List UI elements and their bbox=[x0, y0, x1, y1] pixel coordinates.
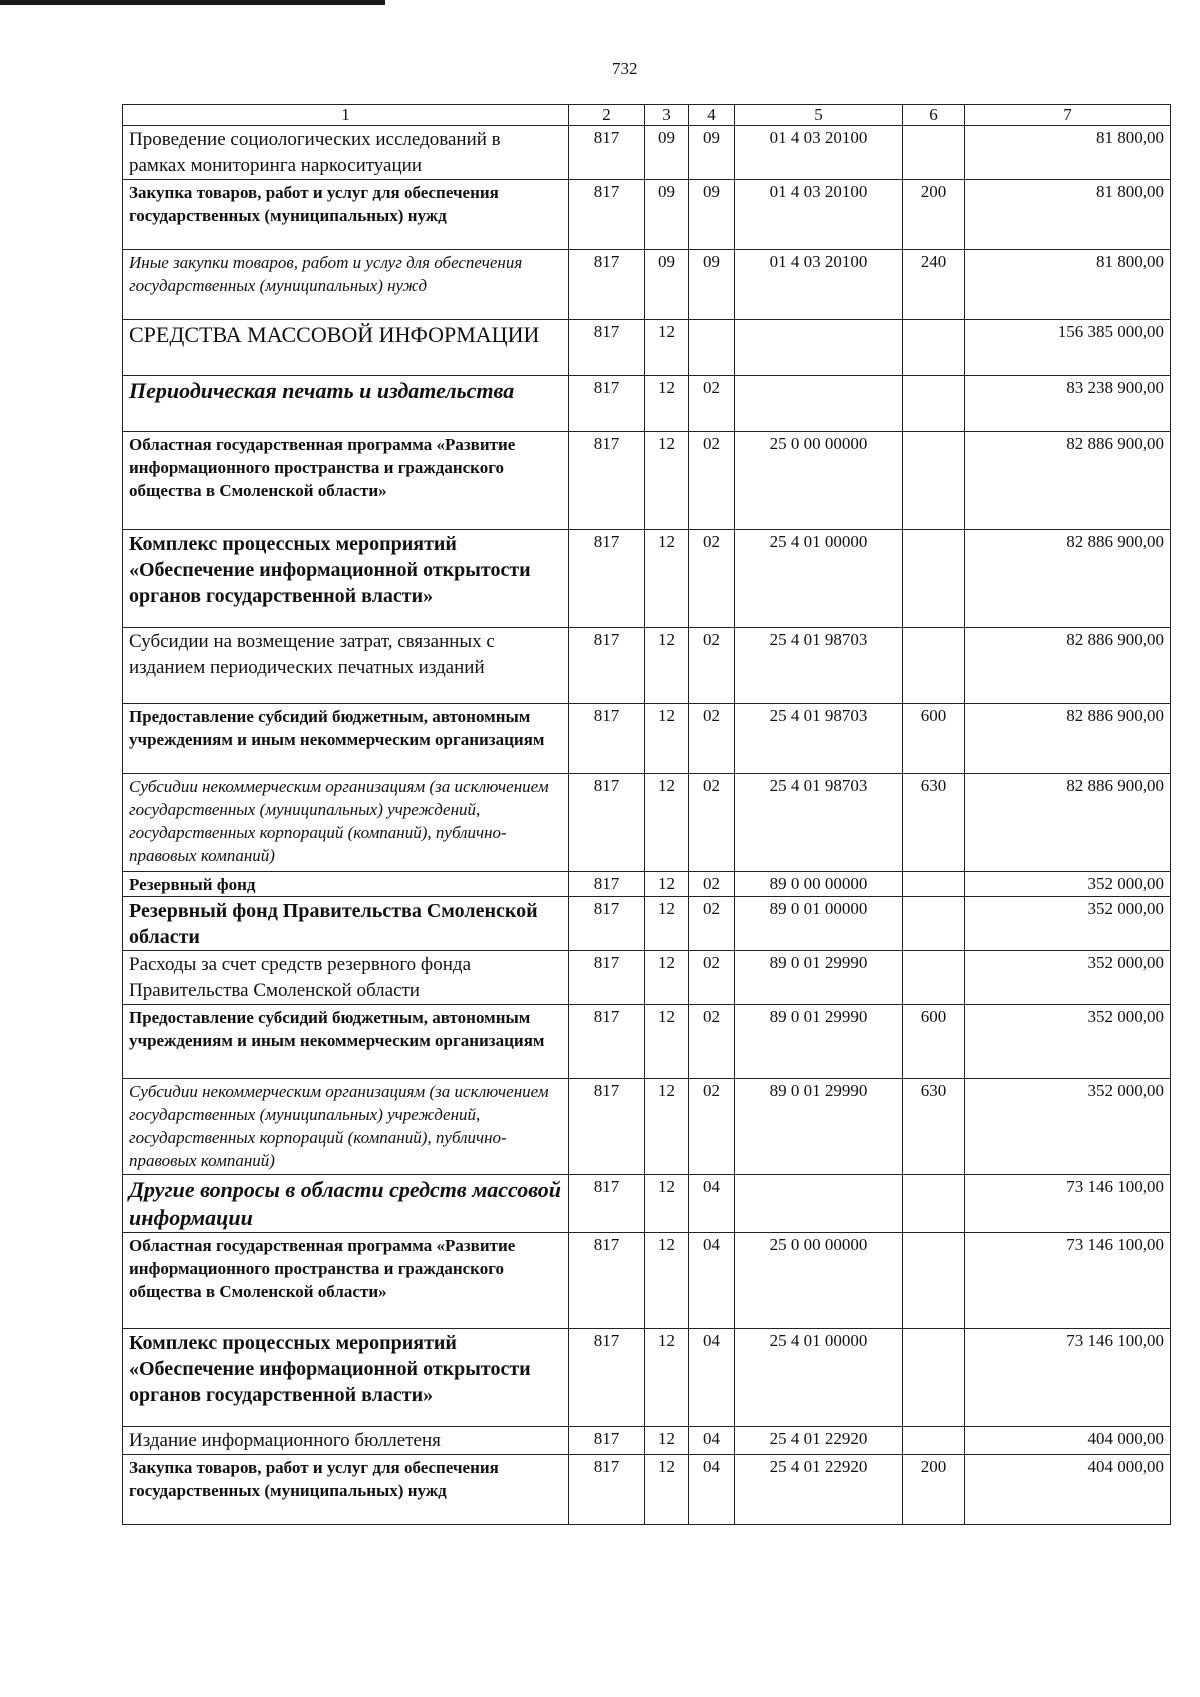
code-col5-cell: 89 0 00 00000 bbox=[735, 872, 903, 897]
amount-cell: 82 886 900,00 bbox=[965, 774, 1171, 872]
row-name-cell: Субсидии некоммерческим организациям (за исключением государственных (муниципальных) учреждений, государственных корпораций (компаний), публично-правовых компаний) bbox=[123, 774, 569, 872]
row-name-cell: Закупка товаров, работ и услуг для обеспечения государственных (муниципальных) нужд bbox=[123, 1455, 569, 1525]
code-col3-cell: 09 bbox=[645, 180, 689, 250]
amount-cell: 81 800,00 bbox=[965, 126, 1171, 180]
code-col2-cell: 817 bbox=[569, 1329, 645, 1427]
table-row bbox=[123, 1233, 1171, 1329]
row-name-cell: Областная государственная программа «Развитие информационного пространства и гражданского общества в Смоленской области» bbox=[123, 1233, 569, 1329]
code-col6-cell bbox=[903, 872, 965, 897]
code-col6-cell bbox=[903, 951, 965, 1005]
amount-cell: 73 146 100,00 bbox=[965, 1329, 1171, 1427]
code-col4-cell: 02 bbox=[689, 1079, 735, 1175]
code-col2-cell: 817 bbox=[569, 1079, 645, 1175]
code-col4-cell: 09 bbox=[689, 126, 735, 180]
row-name-cell: Субсидии некоммерческим организациям (за исключением государственных (муниципальных) учреждений, государственных корпораций (компаний), публично-правовых компаний) bbox=[123, 1079, 569, 1175]
code-col4-cell bbox=[689, 320, 735, 376]
code-col3-cell: 12 bbox=[645, 704, 689, 774]
table-row bbox=[123, 1175, 1171, 1233]
code-col2-cell: 817 bbox=[569, 704, 645, 774]
table-row bbox=[123, 628, 1171, 704]
code-col2-cell: 817 bbox=[569, 872, 645, 897]
header-cell: 5 bbox=[735, 105, 903, 126]
code-col3-cell: 12 bbox=[645, 872, 689, 897]
table-row bbox=[123, 320, 1171, 376]
row-name-cell: Другие вопросы в области средств массовой информации bbox=[123, 1175, 569, 1233]
amount-cell: 352 000,00 bbox=[965, 897, 1171, 951]
code-col6-cell bbox=[903, 1329, 965, 1427]
code-col5-cell bbox=[735, 1175, 903, 1233]
code-col3-cell: 12 bbox=[645, 1005, 689, 1079]
row-name-cell: Издание информационного бюллетеня bbox=[123, 1427, 569, 1455]
code-col5-cell: 89 0 01 00000 bbox=[735, 897, 903, 951]
table-row bbox=[123, 1427, 1171, 1455]
code-col5-cell: 25 4 01 98703 bbox=[735, 628, 903, 704]
code-col5-cell: 25 4 01 98703 bbox=[735, 704, 903, 774]
code-col4-cell: 04 bbox=[689, 1329, 735, 1427]
code-col6-cell bbox=[903, 530, 965, 628]
amount-cell: 82 886 900,00 bbox=[965, 530, 1171, 628]
row-name-cell: Предоставление субсидий бюджетным, автономным учреждениям и иным некоммерческим организациям bbox=[123, 704, 569, 774]
table-row bbox=[123, 180, 1171, 250]
code-col3-cell: 12 bbox=[645, 432, 689, 530]
header-cell: 6 bbox=[903, 105, 965, 126]
code-col2-cell: 817 bbox=[569, 180, 645, 250]
row-name-cell: Иные закупки товаров, работ и услуг для обеспечения государственных (муниципальных) нужд bbox=[123, 250, 569, 320]
code-col4-cell: 02 bbox=[689, 432, 735, 530]
amount-cell: 81 800,00 bbox=[965, 250, 1171, 320]
code-col3-cell: 09 bbox=[645, 250, 689, 320]
code-col4-cell: 04 bbox=[689, 1455, 735, 1525]
row-name-cell: Комплекс процессных мероприятий «Обеспечение информационной открытости органов государственной власти» bbox=[123, 530, 569, 628]
code-col5-cell: 89 0 01 29990 bbox=[735, 1079, 903, 1175]
row-name-cell: Проведение социологических исследований в рамках мониторинга наркоситуации bbox=[123, 126, 569, 180]
code-col6-cell bbox=[903, 1175, 965, 1233]
code-col6-cell bbox=[903, 126, 965, 180]
amount-cell: 82 886 900,00 bbox=[965, 704, 1171, 774]
row-name-cell: Областная государственная программа «Развитие информационного пространства и гражданского общества в Смоленской области» bbox=[123, 432, 569, 530]
header-cell: 3 bbox=[645, 105, 689, 126]
code-col6-cell: 600 bbox=[903, 1005, 965, 1079]
amount-cell: 83 238 900,00 bbox=[965, 376, 1171, 432]
table-row bbox=[123, 774, 1171, 872]
scan-top-edge-bar bbox=[0, 0, 385, 5]
code-col5-cell: 25 4 01 98703 bbox=[735, 774, 903, 872]
code-col4-cell: 04 bbox=[689, 1175, 735, 1233]
amount-cell: 82 886 900,00 bbox=[965, 432, 1171, 530]
code-col3-cell: 09 bbox=[645, 126, 689, 180]
code-col4-cell: 02 bbox=[689, 897, 735, 951]
row-name-cell: Расходы за счет средств резервного фонда Правительства Смоленской области bbox=[123, 951, 569, 1005]
code-col4-cell: 04 bbox=[689, 1233, 735, 1329]
table-row bbox=[123, 1079, 1171, 1175]
code-col6-cell bbox=[903, 376, 965, 432]
code-col2-cell: 817 bbox=[569, 951, 645, 1005]
code-col6-cell bbox=[903, 432, 965, 530]
row-name-cell: Субсидии на возмещение затрат, связанных с изданием периодических печатных изданий bbox=[123, 628, 569, 704]
row-name-cell: Комплекс процессных мероприятий «Обеспечение информационной открытости органов государственной власти» bbox=[123, 1329, 569, 1427]
amount-cell: 73 146 100,00 bbox=[965, 1175, 1171, 1233]
code-col5-cell: 01 4 03 20100 bbox=[735, 250, 903, 320]
code-col5-cell: 25 4 01 00000 bbox=[735, 1329, 903, 1427]
code-col5-cell: 89 0 01 29990 bbox=[735, 951, 903, 1005]
amount-cell: 404 000,00 bbox=[965, 1455, 1171, 1525]
code-col3-cell: 12 bbox=[645, 530, 689, 628]
code-col4-cell: 02 bbox=[689, 704, 735, 774]
amount-cell: 81 800,00 bbox=[965, 180, 1171, 250]
code-col6-cell bbox=[903, 1427, 965, 1455]
header-cell: 4 bbox=[689, 105, 735, 126]
code-col3-cell: 12 bbox=[645, 628, 689, 704]
amount-cell: 352 000,00 bbox=[965, 872, 1171, 897]
code-col5-cell: 25 0 00 00000 bbox=[735, 1233, 903, 1329]
table-row bbox=[123, 951, 1171, 1005]
code-col6-cell bbox=[903, 628, 965, 704]
code-col6-cell: 630 bbox=[903, 774, 965, 872]
table-row bbox=[123, 432, 1171, 530]
row-name-cell: Резервный фонд Правительства Смоленской области bbox=[123, 897, 569, 951]
code-col2-cell: 817 bbox=[569, 1233, 645, 1329]
amount-cell: 352 000,00 bbox=[965, 1005, 1171, 1079]
table-row bbox=[123, 250, 1171, 320]
table-header-row bbox=[123, 105, 1171, 126]
code-col2-cell: 817 bbox=[569, 250, 645, 320]
code-col5-cell: 89 0 01 29990 bbox=[735, 1005, 903, 1079]
code-col4-cell: 02 bbox=[689, 872, 735, 897]
code-col2-cell: 817 bbox=[569, 126, 645, 180]
table-row bbox=[123, 1005, 1171, 1079]
code-col5-cell: 25 4 01 22920 bbox=[735, 1427, 903, 1455]
code-col5-cell: 25 0 00 00000 bbox=[735, 432, 903, 530]
code-col6-cell: 200 bbox=[903, 180, 965, 250]
code-col5-cell bbox=[735, 376, 903, 432]
code-col5-cell: 25 4 01 00000 bbox=[735, 530, 903, 628]
code-col2-cell: 817 bbox=[569, 1175, 645, 1233]
code-col5-cell: 01 4 03 20100 bbox=[735, 180, 903, 250]
header-cell: 7 bbox=[965, 105, 1171, 126]
code-col2-cell: 817 bbox=[569, 376, 645, 432]
code-col4-cell: 02 bbox=[689, 376, 735, 432]
code-col2-cell: 817 bbox=[569, 320, 645, 376]
code-col3-cell: 12 bbox=[645, 320, 689, 376]
code-col2-cell: 817 bbox=[569, 1455, 645, 1525]
page-number: 732 bbox=[612, 59, 638, 78]
header-cell: 1 bbox=[123, 105, 569, 126]
table-row bbox=[123, 1329, 1171, 1427]
code-col4-cell: 04 bbox=[689, 1427, 735, 1455]
code-col6-cell bbox=[903, 1233, 965, 1329]
code-col5-cell: 01 4 03 20100 bbox=[735, 126, 903, 180]
header-cell: 2 bbox=[569, 105, 645, 126]
code-col6-cell: 200 bbox=[903, 1455, 965, 1525]
code-col4-cell: 02 bbox=[689, 774, 735, 872]
code-col3-cell: 12 bbox=[645, 951, 689, 1005]
code-col5-cell: 25 4 01 22920 bbox=[735, 1455, 903, 1525]
table-row bbox=[123, 897, 1171, 951]
code-col3-cell: 12 bbox=[645, 1175, 689, 1233]
code-col6-cell bbox=[903, 320, 965, 376]
code-col3-cell: 12 bbox=[645, 376, 689, 432]
code-col2-cell: 817 bbox=[569, 432, 645, 530]
table-row bbox=[123, 704, 1171, 774]
code-col4-cell: 09 bbox=[689, 180, 735, 250]
amount-cell: 82 886 900,00 bbox=[965, 628, 1171, 704]
code-col3-cell: 12 bbox=[645, 774, 689, 872]
code-col4-cell: 09 bbox=[689, 250, 735, 320]
code-col3-cell: 12 bbox=[645, 1329, 689, 1427]
code-col4-cell: 02 bbox=[689, 951, 735, 1005]
code-col2-cell: 817 bbox=[569, 897, 645, 951]
row-name-cell: Периодическая печать и издательства bbox=[123, 376, 569, 432]
code-col2-cell: 817 bbox=[569, 774, 645, 872]
table-row bbox=[123, 376, 1171, 432]
row-name-cell: СРЕДСТВА МАССОВОЙ ИНФОРМАЦИИ bbox=[123, 320, 569, 376]
code-col6-cell: 240 bbox=[903, 250, 965, 320]
code-col6-cell: 600 bbox=[903, 704, 965, 774]
code-col2-cell: 817 bbox=[569, 1427, 645, 1455]
table-row bbox=[123, 530, 1171, 628]
code-col3-cell: 12 bbox=[645, 897, 689, 951]
code-col6-cell bbox=[903, 897, 965, 951]
code-col5-cell bbox=[735, 320, 903, 376]
code-col3-cell: 12 bbox=[645, 1427, 689, 1455]
budget-table-body bbox=[123, 105, 1171, 1525]
code-col3-cell: 12 bbox=[645, 1079, 689, 1175]
amount-cell: 352 000,00 bbox=[965, 1079, 1171, 1175]
code-col4-cell: 02 bbox=[689, 1005, 735, 1079]
amount-cell: 352 000,00 bbox=[965, 951, 1171, 1005]
code-col4-cell: 02 bbox=[689, 628, 735, 704]
table-row bbox=[123, 126, 1171, 180]
code-col3-cell: 12 bbox=[645, 1455, 689, 1525]
budget-table bbox=[122, 104, 1171, 1525]
code-col2-cell: 817 bbox=[569, 628, 645, 704]
code-col3-cell: 12 bbox=[645, 1233, 689, 1329]
code-col2-cell: 817 bbox=[569, 1005, 645, 1079]
row-name-cell: Закупка товаров, работ и услуг для обеспечения государственных (муниципальных) нужд bbox=[123, 180, 569, 250]
row-name-cell: Предоставление субсидий бюджетным, автономным учреждениям и иным некоммерческим организациям bbox=[123, 1005, 569, 1079]
code-col6-cell: 630 bbox=[903, 1079, 965, 1175]
amount-cell: 73 146 100,00 bbox=[965, 1233, 1171, 1329]
amount-cell: 404 000,00 bbox=[965, 1427, 1171, 1455]
code-col2-cell: 817 bbox=[569, 530, 645, 628]
amount-cell: 156 385 000,00 bbox=[965, 320, 1171, 376]
table-row bbox=[123, 1455, 1171, 1525]
code-col4-cell: 02 bbox=[689, 530, 735, 628]
row-name-cell: Резервный фонд bbox=[123, 872, 569, 897]
table-row bbox=[123, 872, 1171, 897]
